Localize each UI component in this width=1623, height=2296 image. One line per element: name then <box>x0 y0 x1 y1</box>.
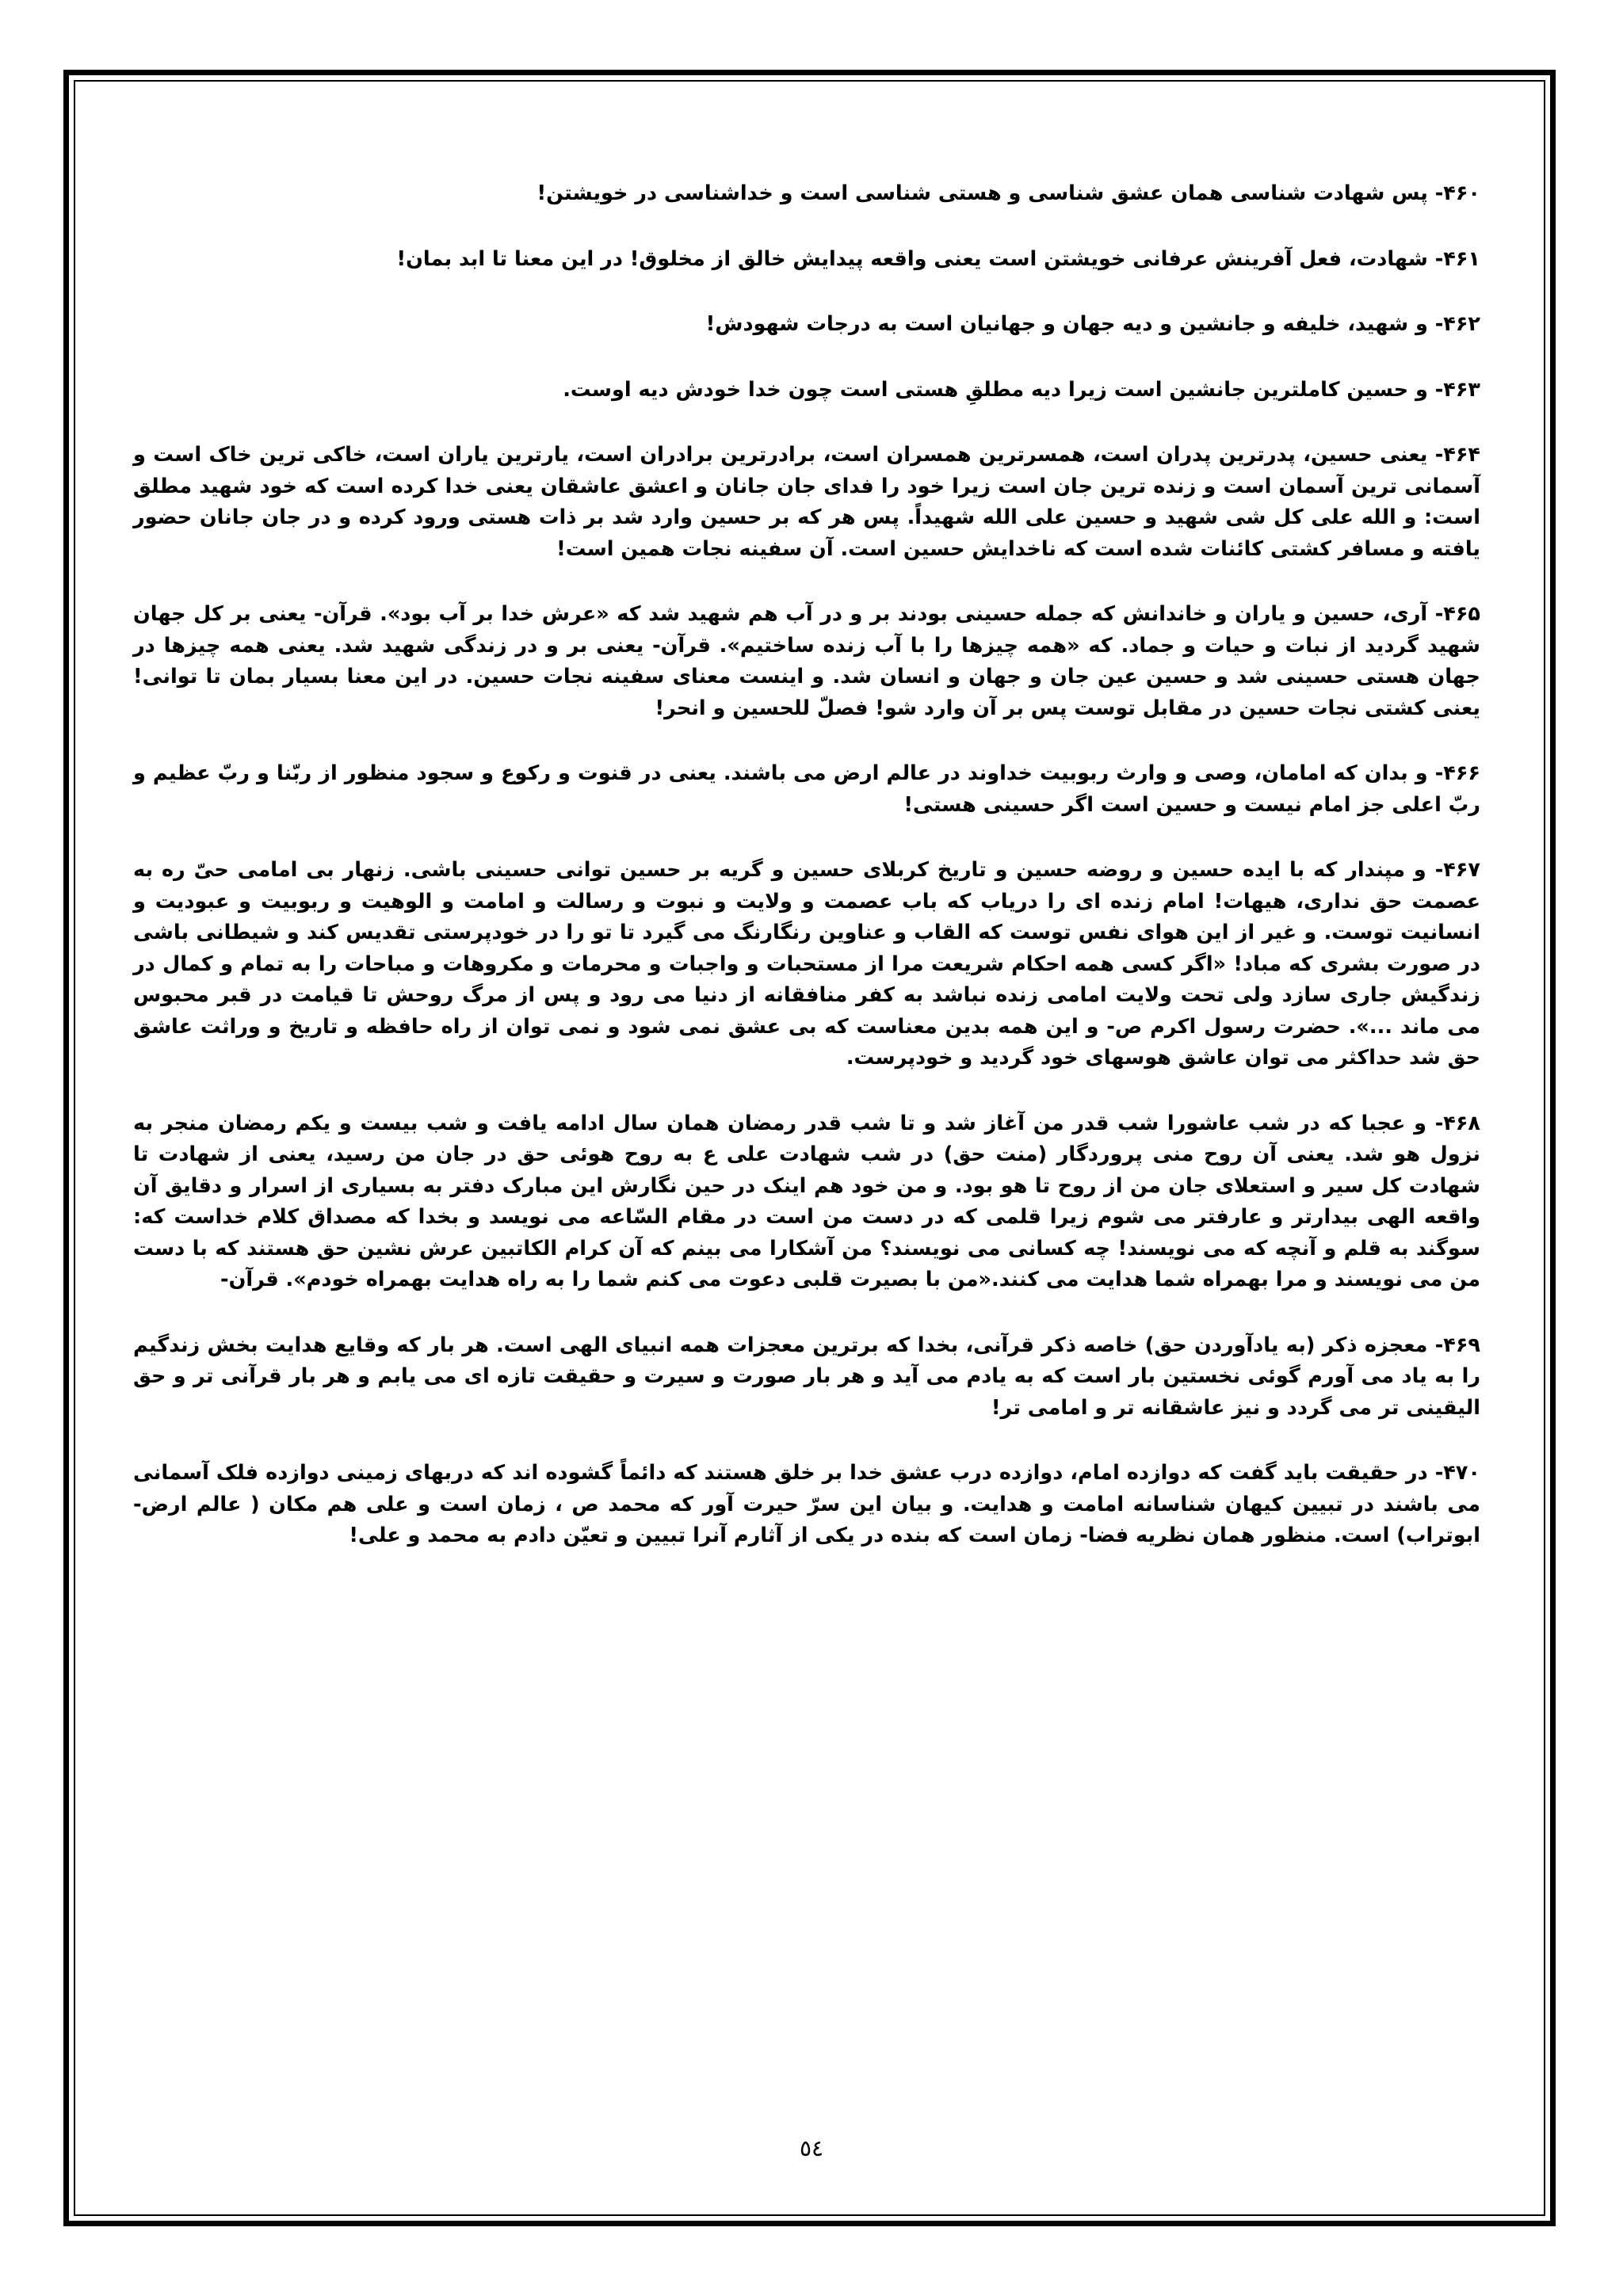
paragraph-460: ۴۶۰- پس شهادت شناسی همان عشق شناسی و هستی شناسی است و خداشناسی در خویشتن! <box>537 181 1480 205</box>
paragraph-464: ۴۶۴- یعنی حسین، پدرترین پدران است، همسرترین همسران است، برادرترین برادران است، یارترین یاران است، خاکی ترین خاک است و آسمانی ترین آسمان است و زنده ترین جان است زیرا خود را فدای جان جانان و اعشق عاشقان یعنی خدا کرده است که خود شهید مطلق است: و الله علی کل شی شهید و حسین علی الله شهیداً. پس هر که بر حسین وارد شد بر ذات هستی ورود کرده و در جان جانان حضور یافته و مسافر کشتی کائنات شده است که ناخدایش حسین است. آن سفینه نجات همین است! <box>133 443 1480 561</box>
paragraph-470: ۴۷۰- در حقیقت باید گفت که دوازده امام، دوازده درب عشق خدا بر خلق هستند که دائماً گشوده اند که دربهای زمینی دوازده فلک آسمانی می باشند در تبیین کیهان شناسانه امامت و هدایت. و بیان این سرّ حیرت آور که محمد ص ، زمان است و علی هم مکان ( عالم ارض- ابوتراب) است. منظور همان نظریه فضا- زمان است که بنده در یکی از آثارم آنرا تبیین و تعیّن دادم به محمد و علی! <box>133 1461 1480 1547</box>
paragraph-463: ۴۶۳- و حسین کاملترین جانشین است زیرا دیه مطلقِ هستی است چون خدا خودش دیه اوست. <box>563 377 1480 402</box>
paragraph-465: ۴۶۵- آری، حسین و یاران و خاندانش که جمله حسینی بودند بر و در آب هم شهید شد که «عرش خدا بر آب بود». قرآن- یعنی بر کل جهان شهید گردید از نبات و حیات و جماد. که «همه چیزها را با آب زنده ساختیم». قرآن- یعنی بر و در زندگی شهید شد. یعنی همه چیزها در جهان هستی حسینی شد و حسین عین جان و جهان و انسان شد. و اینست معنای سفینه نجات حسین. در این معنا بسیار بمان تا توانی! یعنی کشتی نجات حسین در مقابل توست پس بر آن وارد شو! فصلّ للحسین و انحر! <box>133 602 1480 720</box>
paragraph-466: ۴۶۶- و بدان که امامان، وصی و وارث ربوبیت خداوند در عالم ارض می باشند. یعنی در قنوت و رکوع و سجود منظور از ربّنا و ربّ عظیم و ربّ اعلی جز امام نیست و حسین است اگر حسینی هستی! <box>133 761 1480 817</box>
page-number: ٥٤ <box>799 2135 824 2161</box>
paragraph-468: ۴۶۸- و عجبا که در شب عاشورا شب قدر من آغاز شد و تا شب قدر رمضان همان سال ادامه یافت و شب بیست و یکم رمضان منجر به نزول هو شد. یعنی آن روح منی پروردگار (منت حق) در شب شهادت علی ع به روح هوئی حق در جان من رسید، یعنی از شهادت تا شهادت کل سیر و استعلای جان من از روح تا هو بود. و من خود هم اینک در حین نگارش این مبارک دفتر به بسیاری از اسرار و دقایق آن واقعه الهی بیدارتر و عارفتر می شوم زیرا قلمی که در دست من است در مقام السّاعه می نویسد و بخدا که مصداق کلام خداست که: سوگند به قلم و آنچه که می نویسند! چه کسانی می نویسند؟ من آشکارا می بینم که آن کرام الکاتبین عرش نشین حق هستند که با دست من می نویسند و مرا بهمراه شما هدایت می کنند.«من با بصیرت قلبی دعوت می کنم شما را به راه هدایت بهمراه خودم». قرآن- <box>133 1111 1480 1291</box>
paragraph-467: ۴۶۷- و مپندار که با ایده حسین و روضه حسین و تاریخ کربلای حسین و گریه بر حسین توانی حسینی باشی. زنهار بی امامی حیّ ره به عصمت حق نداری، هیهات! امام زنده ای را دریاب که باب عصمت و ولایت و نبوت و رسالت و امامت و الوهیت و ربوبیت و عبودیت و انسانیت توست. و غیر از این هوای نفس توست که القاب و عناوین رنگارنگ می گیرد تا تو را در خودپرستی تقدیس کند و شیطانی باشی در صورت بشری که مباد! «اگر کسی همه احکام شریعت مرا از مستحبات و واجبات و محرمات و مکروهات و مباحات را به تمام و کمال در زندگیش جاری سازد ولی تحت ولایت امامی زنده نباشد به کفر منافقانه از دنیا می رود و پس از مرگ روحش تا قیامت در قبر محبوس می ماند ...». حضرت رسول اکرم ص- و این همه بدین معناست که بی عشق نمی شود و نمی توان از راه حافظه و تاریخ و وراثت عاشق حق شد حداکثر می توان عاشق هوسهای خود گردید و خودپرست. <box>133 858 1480 1070</box>
paragraph-469: ۴۶۹- معجزه ذکر (به یادآوردن حق) خاصه ذکر قرآنی، بخدا که برترین معجزات همه انبیای الهی است. هر بار که وقایع هدایت بخش زندگیم را به یاد می آورم گوئی نخستین بار است که به یادم می آید و هر بار صورت و سیرت و حقیقت تازه ای می یابم و هر بار قرآنی تر و حق الیقینی تر می گردد و نیز عاشقانه تر و امامی تر! <box>133 1333 1480 1420</box>
paragraph-462: ۴۶۲- و شهید، خلیفه و جانشین و دیه جهان و جهانیان است به درجات شهودش! <box>705 312 1480 336</box>
paragraph-461: ۴۶۱- شهادت، فعل آفرینش عرفانی خویشتن است یعنی واقعه پیدایش خالق از مخلوق! در این معنا تا ابد بمان! <box>396 246 1480 271</box>
document-body <box>133 178 1480 1586</box>
